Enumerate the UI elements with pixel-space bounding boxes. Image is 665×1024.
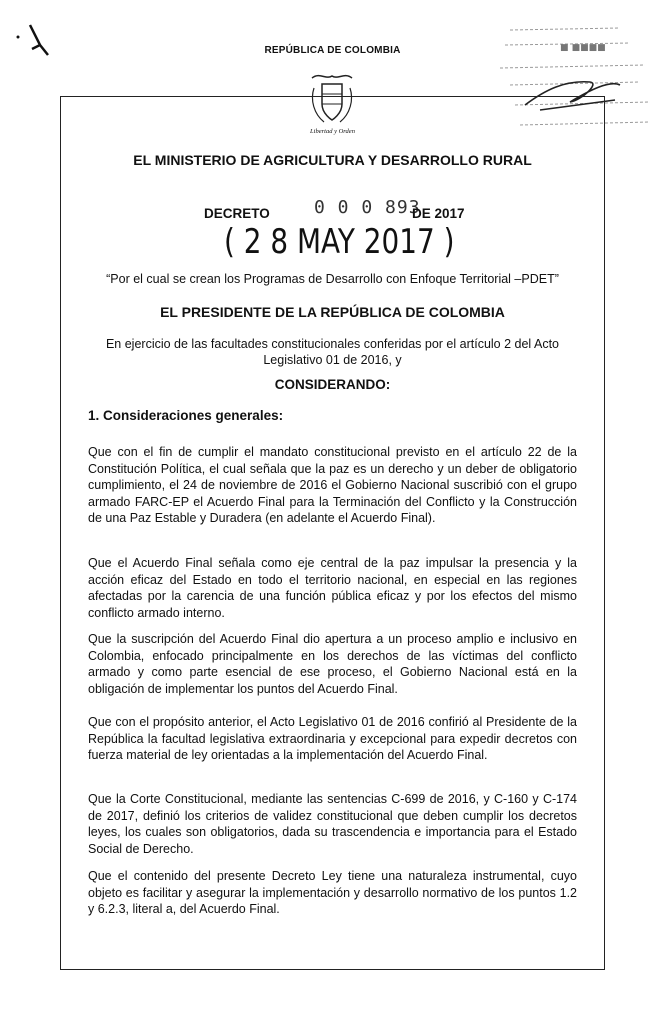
decree-label: DECRETO <box>204 206 270 221</box>
considerando-heading: CONSIDERANDO: <box>274 377 391 392</box>
paragraph: Que el Acuerdo Final señala como eje central de la paz impulsar la presencia y la acción eficaz del Estado en todo el territorio nacional, en especial en las regiones afectadas por la carencia de una función pública eficaz y por los efectos del mismo conflicto armado interno. <box>88 556 577 620</box>
country-header: REPÚBLICA DE COLOMBIA <box>264 45 401 56</box>
svg-text:■ ■■■■: ■ ■■■■ <box>560 43 606 53</box>
date-stamp: ( 2 8 MAY 2017 ) <box>224 222 455 262</box>
motto: Libertad y Orden <box>310 128 355 135</box>
paragraph: Que el contenido del presente Decreto Ley tiene una naturaleza instrumental, cuyo objeto es facilitar y asegurar la implementación y desarrollo normativo de los puntos 1.2 y 6.2.3, literal a, del Acuerdo Final. <box>88 869 577 917</box>
paragraph: Que la suscripción del Acuerdo Final dio apertura a un proceso amplio e inclusivo en Colombia, enfocado principalmente en los derechos de las víctimas del conflicto armado y como parte esencial de ese proceso, el Gobierno Nacional está en la obligación de implementar los puntos del Acuerdo Final. <box>88 632 577 696</box>
paragraph: Que la Corte Constitucional, mediante las sentencias C-699 de 2016, y C-160 y C-174 de 2017, definió los criterios de validez constitucional que deben cumplir los decretos leyes, los cuales son obligatorios, dada su trascendencia e importancia para el Estado Social de Derecho. <box>88 792 577 856</box>
president-heading: EL PRESIDENTE DE LA REPÚBLICA DE COLOMBIA <box>160 304 505 320</box>
coat-of-arms-icon <box>306 70 358 128</box>
section-heading: 1. Consideraciones generales: <box>88 408 284 423</box>
ministry-title: EL MINISTERIO DE AGRICULTURA Y DESARROLLO RURAL <box>133 152 532 168</box>
decree-year: DE 2017 <box>412 206 465 221</box>
paragraph: Que con el propósito anterior, el Acto Legislativo 01 de 2016 confirió al Presidente de la República la facultad legislativa extraordinaria y excepcional para expedir decretos con fuerza material de ley orientadas a la implementación del Acuerdo Final. <box>88 715 577 763</box>
paragraph: Que con el fin de cumplir el mandato constitucional previsto en el artículo 22 de la Constitución Política, el cual señala que la paz es un derecho y un deber de obligatorio cumplimiento, el 24 de noviembre de 2016 el Gobierno Nacional suscribió con el grupo armado FARC-EP el Acuerdo Final para la Terminación del Conflicto y la Construcción de una Paz Estable y Duradera (en adelante el Acuerdo Final). <box>88 445 577 526</box>
scan-mark <box>10 15 60 65</box>
decree-number: 0 0 0 893 <box>314 197 421 218</box>
decree-subtitle: “Por el cual se crean los Programas de Desarrollo con Enfoque Territorial –PDET” <box>106 272 559 286</box>
facultades-text: En ejercicio de las facultades constitucionales conferidas por el artículo 2 del Acto Legislativo 01 de 2016, y <box>105 337 560 367</box>
